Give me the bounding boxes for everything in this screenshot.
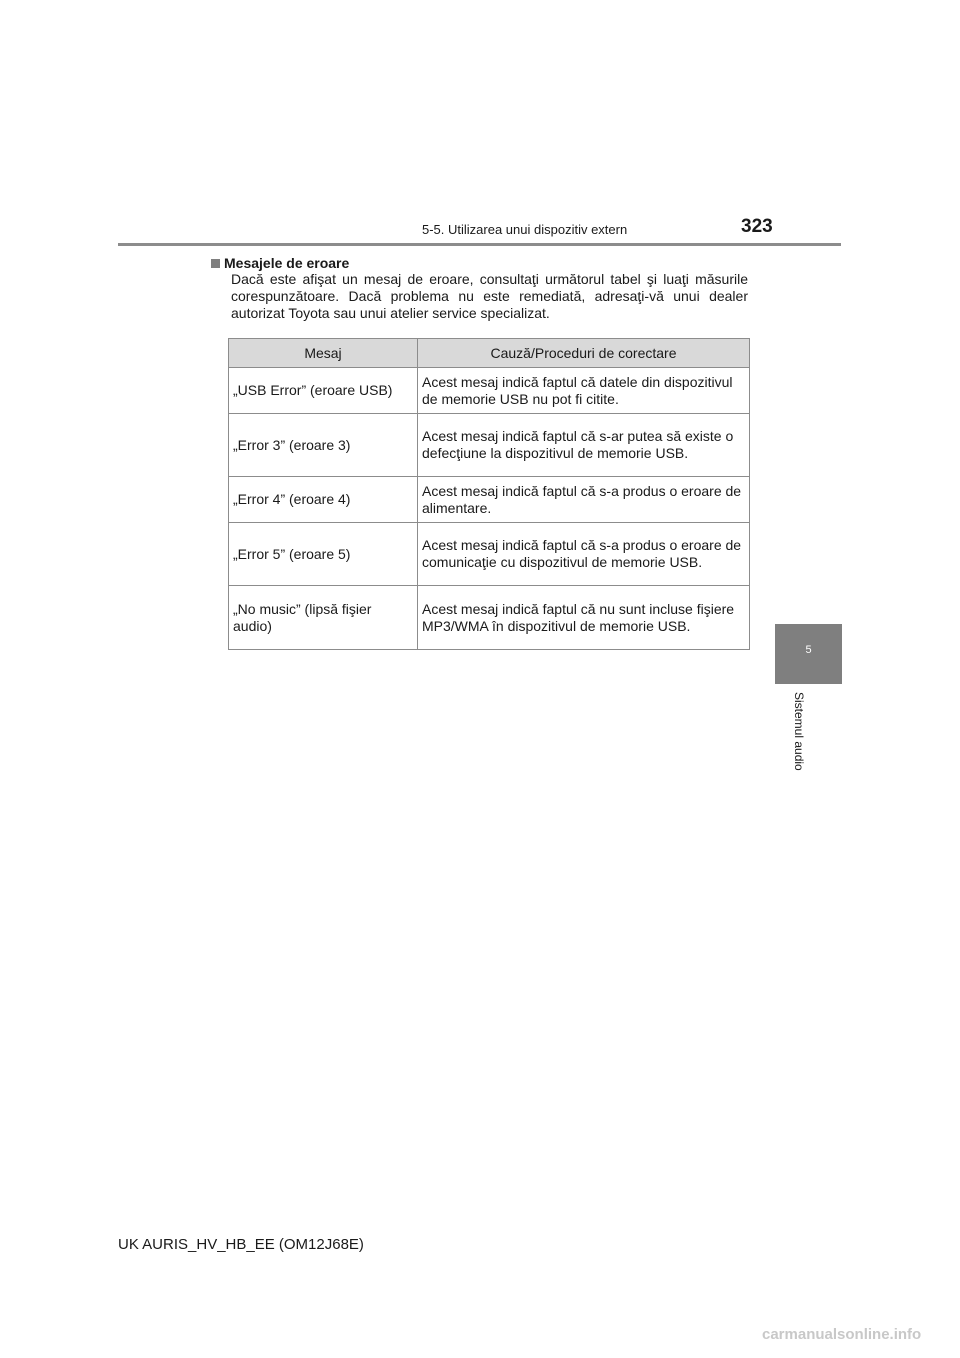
- intro-paragraph: Dacă este afişat un mesaj de eroare, consultaţi următorul tabel şi luaţi măsurile corespunzătoare. Dacă problema nu este remediată, adresaţi-vă unui dealer autorizat Toyota sau unui atelier service specializat.: [231, 271, 748, 321]
- column-header-cause: Cauză/Proceduri de corectare: [418, 339, 750, 368]
- cause-cell: Acest mesaj indică faptul că s-a produs o eroare de alimentare.: [418, 477, 750, 523]
- chapter-label: Sistemul audio: [792, 692, 806, 771]
- section-heading: [211, 255, 349, 271]
- error-messages-table: [228, 338, 750, 650]
- table-row: [229, 586, 750, 650]
- table-row: [229, 414, 750, 477]
- column-header-message: Mesaj: [229, 339, 418, 368]
- cause-cell: Acest mesaj indică faptul că nu sunt incluse fişiere MP3/WMA în dispozitivul de memorie USB.: [418, 586, 750, 650]
- message-cell: „USB Error” (eroare USB): [229, 368, 418, 414]
- cause-cell: Acest mesaj indică faptul că s-a produs o eroare de comunicaţie cu dispozitivul de memorie USB.: [418, 523, 750, 586]
- table-row: [229, 523, 750, 586]
- table-header-row: [229, 339, 750, 368]
- table-row: [229, 477, 750, 523]
- message-cell: „Error 3” (eroare 3): [229, 414, 418, 477]
- watermark: carmanualsonline.info: [762, 1326, 922, 1343]
- header-section-title: 5-5. Utilizarea unui dispozitiv extern: [422, 222, 628, 237]
- table-row: [229, 368, 750, 414]
- header-divider: [118, 243, 841, 246]
- cause-cell: Acest mesaj indică faptul că datele din dispozitivul de memorie USB nu pot fi citite.: [418, 368, 750, 414]
- square-bullet-icon: [211, 259, 220, 268]
- message-cell: „Error 4” (eroare 4): [229, 477, 418, 523]
- chapter-tab: 5: [775, 624, 842, 684]
- cause-cell: Acest mesaj indică faptul că s-ar putea să existe o defecţiune la dispozitivul de memorie USB.: [418, 414, 750, 477]
- message-cell: „Error 5” (eroare 5): [229, 523, 418, 586]
- document-code: UK AURIS_HV_HB_EE (OM12J68E): [118, 1236, 364, 1253]
- page-number: 323: [741, 216, 773, 237]
- message-cell: „No music” (lipsă fişier audio): [229, 586, 418, 650]
- section-heading-text: Mesajele de eroare: [224, 255, 350, 271]
